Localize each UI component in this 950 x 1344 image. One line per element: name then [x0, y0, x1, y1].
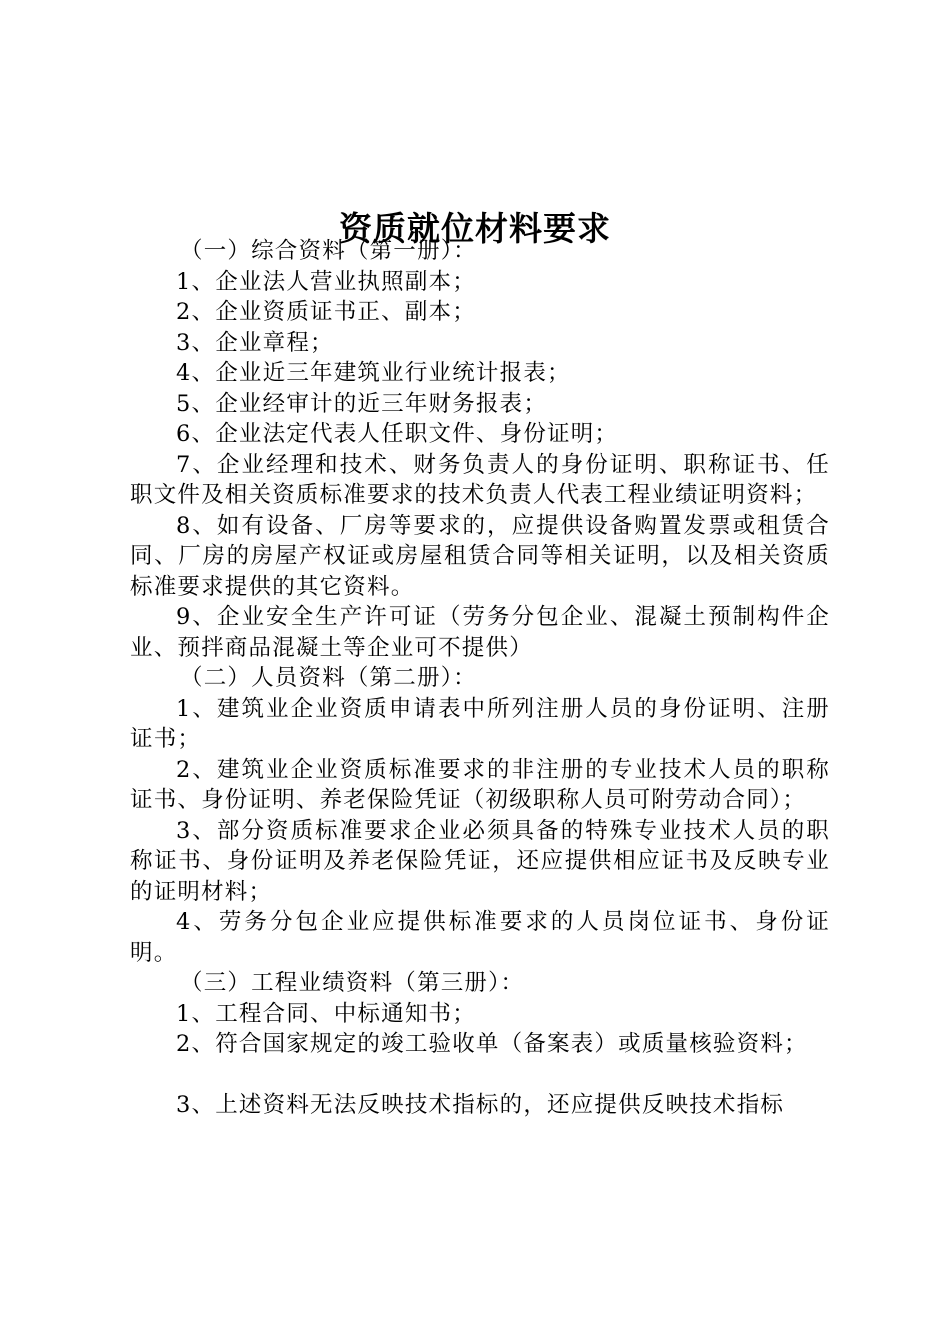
list-item: 3、部分资质标准要求企业必须具备的特殊专业技术人员的职称证书、身份证明及养老保险凭证，还应提供相应证书及反映专业的证明材料；	[130, 817, 830, 905]
section-heading-general: （一）综合资料（第一册）：	[180, 238, 477, 264]
document-title: 资质就位材料要求	[339, 209, 611, 249]
list-item: 8、如有设备、厂房等要求的，应提供设备购置发票或租赁合同、厂房的房屋产权证或房屋租赁合同等相关证明，以及相关资质标准要求提供的其它资料。	[130, 512, 830, 600]
document-body	[130, 236, 830, 1120]
section-heading-personnel: （二）人员资料（第二册）：	[180, 665, 477, 691]
section-heading-performance: （三）工程业绩资料（第三册）：	[180, 970, 525, 996]
list-item: 4、企业近三年建筑业行业统计报表；	[176, 360, 571, 386]
list-item: 1、企业法人营业执照副本；	[176, 268, 476, 295]
list-item: 2、建筑业企业资质标准要求的非注册的专业技术人员的职称证书、身份证明、养老保险凭证（初级职称人员可附劳动合同）；	[130, 756, 830, 813]
list-item: 1、建筑业企业资质申请表中所列注册人员的身份证明、注册证书；	[130, 695, 830, 752]
list-item: 3、上述资料无法反映技术指标的，还应提供反映技术指标	[176, 1091, 785, 1118]
list-item: 4、劳务分包企业应提供标准要求的人员岗位证书、身份证明。	[130, 909, 830, 966]
list-item: 9、企业安全生产许可证（劳务分包企业、混凝土预制构件企业、预拌商品混凝土等企业可不提供）	[130, 604, 830, 661]
list-item: 2、企业资质证书正、副本；	[176, 299, 476, 325]
list-item: 3、企业章程；	[176, 329, 334, 356]
list-item: 7、企业经理和技术、财务负责人的身份证明、职称证书、任职文件及相关资质标准要求的技术负责人代表工程业绩证明资料；	[130, 451, 830, 508]
list-item: 1、工程合同、中标通知书；	[176, 1000, 476, 1027]
list-item: 2、符合国家规定的竣工验收单（备案表）或质量核验资料；	[176, 1031, 808, 1057]
list-item: 6、企业法定代表人任职文件、身份证明；	[176, 421, 619, 447]
list-item: 5、企业经审计的近三年财务报表；	[176, 390, 548, 417]
